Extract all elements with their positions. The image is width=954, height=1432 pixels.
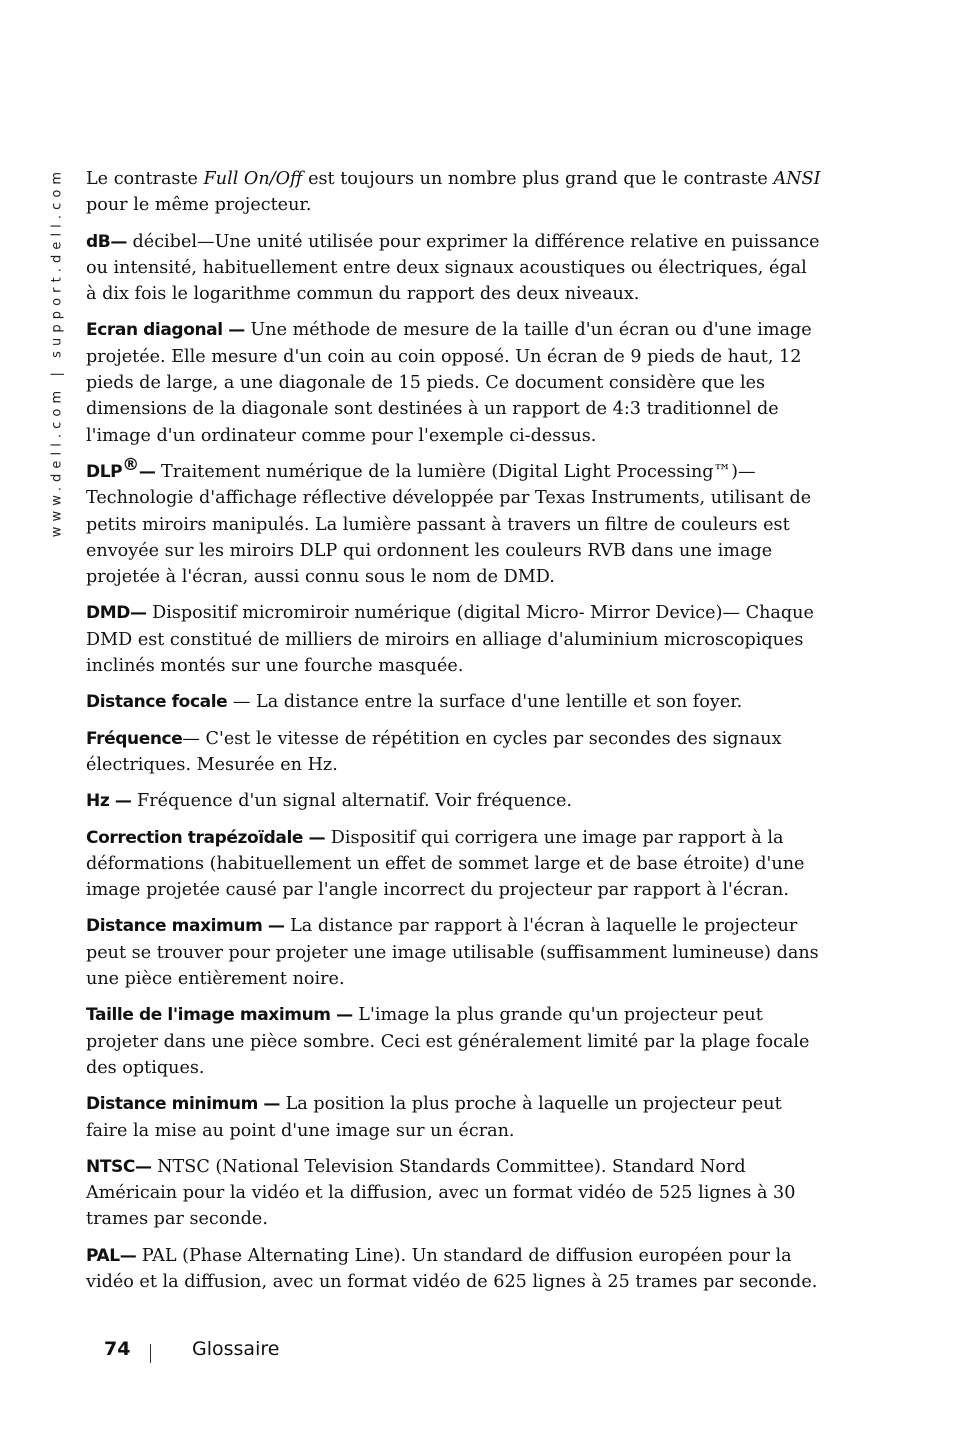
intro-paragraph	[86, 166, 822, 219]
entry-definition: L'image la plus grande qu'un projecteur peut projeter dans une pièce sombre. Ceci est généralement limité par la plage focale des optiques.	[86, 1005, 810, 1078]
entry-term: DMD—	[86, 603, 147, 624]
glossary-entry-frequence	[86, 726, 822, 779]
footer-divider	[150, 1344, 151, 1363]
section-title: Glossaire	[192, 1338, 280, 1360]
glossary-entry-ecran-diagonal	[86, 317, 822, 448]
glossary-entry-pal	[86, 1243, 822, 1296]
entry-term: PAL—	[86, 1245, 137, 1266]
entry-definition: Fréquence d'un signal alternatif. Voir fréquence.	[131, 791, 573, 812]
entry-definition: Une méthode de mesure de la taille d'un écran ou d'une image projetée. Elle mesure d'un coin au coin opposé. Un écran de 9 pieds de haut, 12 pieds de large, a une diagonale de 15 pieds. Ce document considère que les dimensions de la diagonale sont destinées à un rapport de 4:3 traditionnel de l'image d'un ordinateur comme pour l'exemple ci-dessus.	[86, 320, 812, 446]
entry-definition: — La distance entre la surface d'une lentille et son foyer.	[227, 692, 743, 713]
glossary-entry-dmd	[86, 600, 822, 679]
entry-definition: PAL (Phase Alternating Line). Un standard de diffusion européen pour la vidéo et la diffusion, avec un format vidéo de 625 lignes à 25 trames par seconde.	[86, 1245, 818, 1292]
glossary-entry-hz	[86, 788, 822, 814]
entry-term: Hz —	[86, 791, 132, 812]
entry-term: DLP	[86, 461, 123, 482]
entry-term: Ecran diagonal —	[86, 320, 245, 341]
intro-emphasis: Full On/Off	[203, 169, 303, 189]
entry-term: Fréquence	[86, 728, 183, 749]
intro-text: est toujours un nombre plus grand que le contraste	[302, 169, 774, 189]
entry-definition: Dispositif qui corrigera une image par rapport à la déformations (habituellement un effet de sommet large et de base étroite) d'une image projetée causé par l'angle incorrect du projecteur par rapport à l'écran.	[86, 827, 805, 901]
sidebar-url: www.dell.com | support.dell.com	[49, 166, 65, 538]
glossary-entry-taille-image-maximum	[86, 1002, 822, 1081]
entry-term: Taille de l'image maximum —	[86, 1005, 353, 1026]
entry-definition: Traitement numérique de la lumière (Digital Light Processing™)— Technologie d'affichage réflective développée par Texas Instruments, utilisant de petits miroirs manipulés. La lumière passant à travers un filtre de couleurs est envoyée sur les miroirs DLP qui ordonnent les couleurs RVB dans une image projetée à l'écran, aussi connu sous le nom de DMD.	[86, 461, 812, 588]
entry-term-dash: —	[138, 461, 156, 482]
intro-text: Le contraste	[86, 169, 204, 189]
entry-term: Correction trapézoïdale —	[86, 827, 326, 848]
glossary-entry-distance-minimum	[86, 1091, 822, 1144]
glossary-entry-ntsc	[86, 1154, 822, 1233]
entry-definition: décibel—Une unité utilisée pour exprimer la différence relative en puissance ou intensité, habituellement entre deux signaux acoustiques ou électriques, égal à dix fois le logarithme commun du rapport des deux niveaux.	[86, 231, 820, 305]
glossary-entry-distance-focale	[86, 689, 822, 715]
intro-text: pour le même projecteur.	[86, 195, 312, 216]
glossary-entry-dlp	[86, 455, 822, 590]
entry-definition: NTSC (National Television Standards Committee). Standard Nord Américain pour la vidéo et la diffusion, avec un format vidéo de 525 lignes à 30 trames par seconde.	[86, 1156, 796, 1230]
entry-term: Distance maximum —	[86, 916, 285, 937]
entry-definition: La distance par rapport à l'écran à laquelle le projecteur peut se trouver pour projeter une image utilisable (suffisamment lumineuse) dans une pièce entièrement noire.	[86, 916, 819, 990]
glossary-content	[86, 166, 822, 1305]
entry-term: dB—	[86, 231, 127, 252]
glossary-entry-correction-trapezoidale	[86, 825, 822, 904]
entry-term: NTSC—	[86, 1156, 152, 1177]
glossary-entry-distance-maximum	[86, 913, 822, 992]
glossary-entry-db	[86, 229, 822, 308]
entry-definition: — C'est le vitesse de répétition en cycles par secondes des signaux électriques. Mesurée en Hz.	[86, 728, 782, 775]
registered-mark: ®	[122, 455, 139, 476]
intro-emphasis: ANSI	[773, 169, 821, 189]
entry-definition: Dispositif micromiroir numérique (digital Micro- Mirror Device)— Chaque DMD est constitué de milliers de miroirs en alliage d'aluminium microscopiques inclinés montés sur une fourche masquée.	[86, 603, 814, 677]
entry-term: Distance minimum —	[86, 1094, 281, 1115]
page-number: 74	[104, 1338, 131, 1360]
entry-definition: La position la plus proche à laquelle un projecteur peut faire la mise au point d'une image sur un écran.	[86, 1094, 782, 1141]
entry-term: Distance focale	[86, 692, 228, 713]
